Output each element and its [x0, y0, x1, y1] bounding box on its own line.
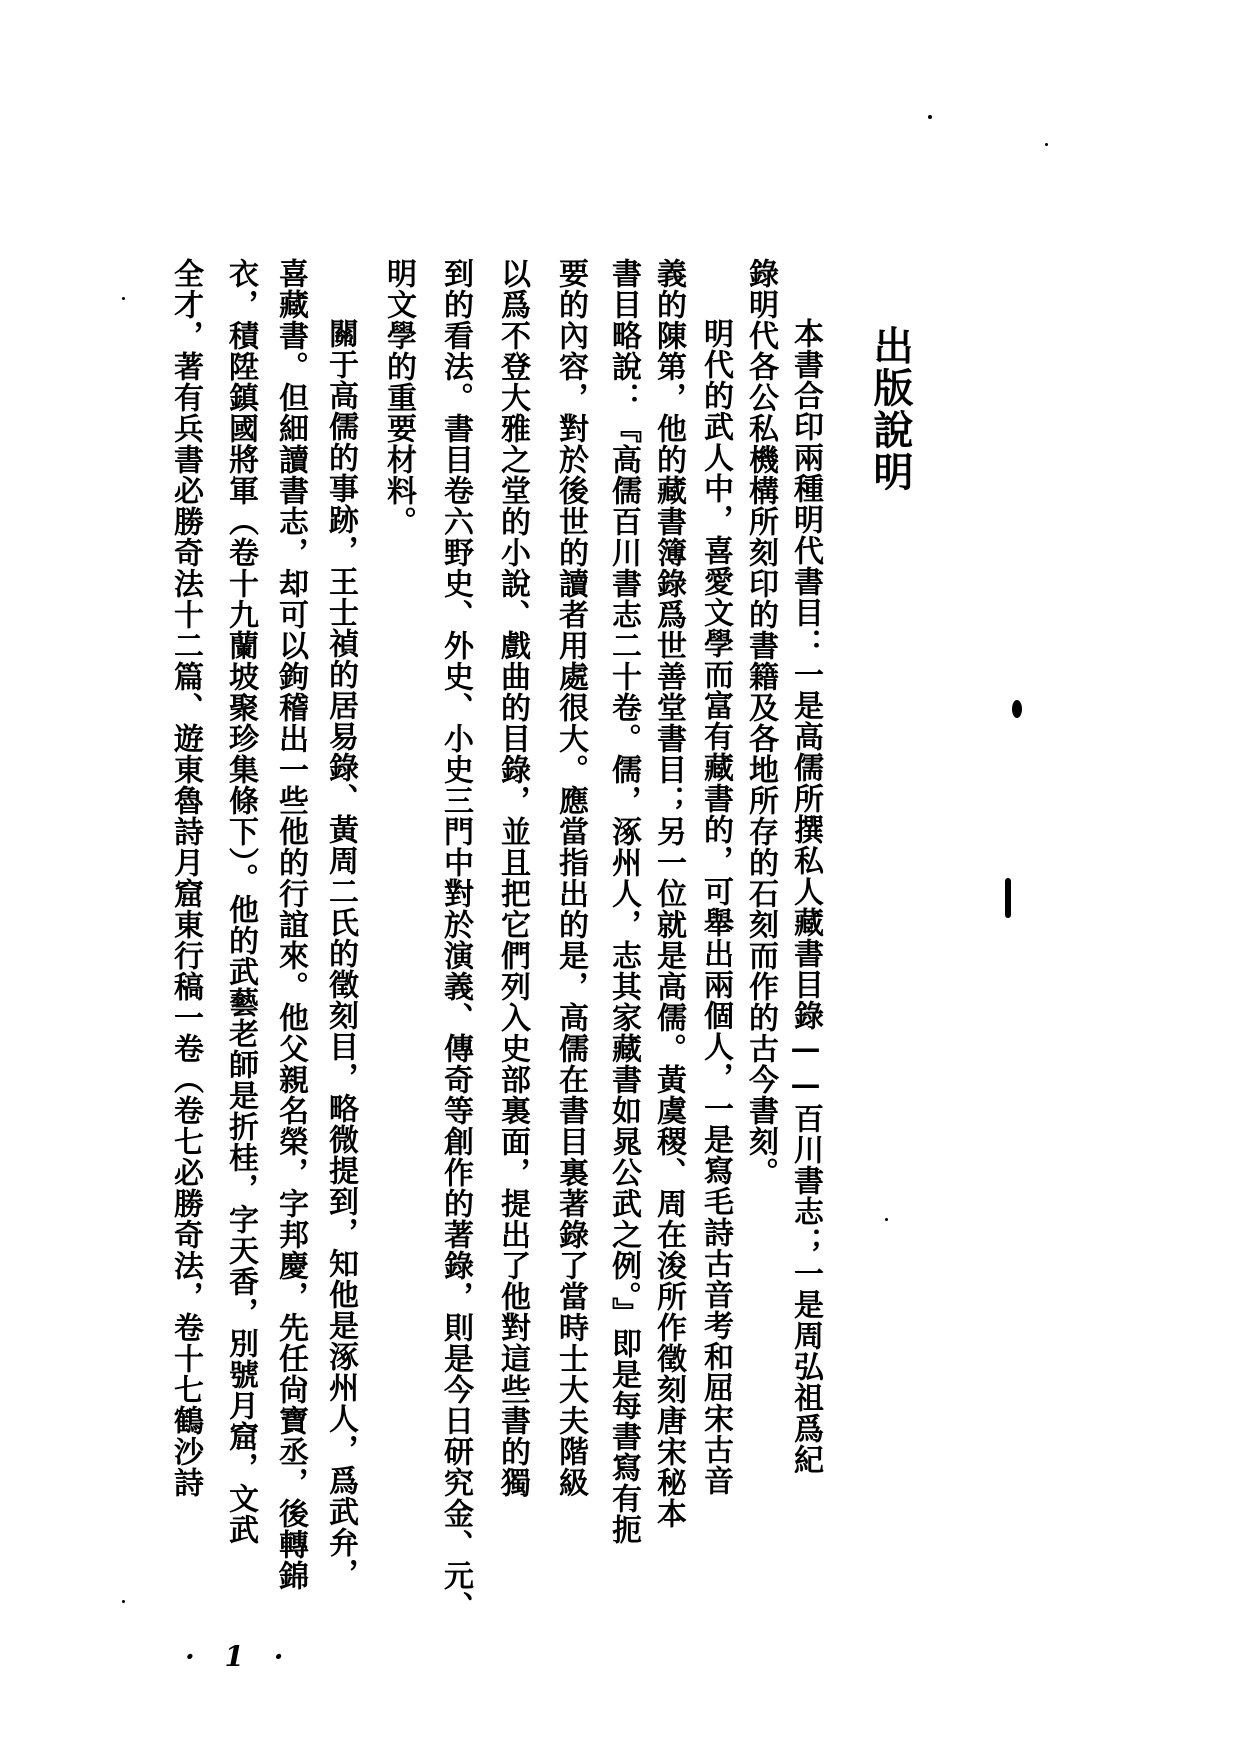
scan-speck	[122, 1600, 125, 1603]
text-column-11: 喜藏書。但細讀書志，却可以鉤稽出一些他的行誼來。他父親名榮，字邦慶，先任尙寶丞，後轉錦	[273, 258, 308, 1591]
text-column-2: 錄明代各公私機構所刻印的書籍及各地所存的石刻而作的古今書刻。	[743, 258, 778, 1188]
scan-speck	[122, 297, 125, 300]
scan-speck	[928, 115, 932, 119]
text-column-9: 明文學的重要材料。	[381, 258, 416, 537]
text-column-10: 關于高儒的事跡，王士禎的居易錄、黃周二氏的徵刻目，略微提到，知他是涿州人，爲武弁，	[323, 318, 358, 1589]
scan-speck	[1045, 143, 1048, 146]
scan-speck	[1012, 700, 1022, 718]
scan-speck	[885, 1218, 888, 1221]
text-column-4: 義的陳第，他的藏書簿錄爲世善堂書目；另一位就是高儒。黃虞稷、周在浚所作徵刻唐宋秘本	[651, 258, 686, 1529]
page-title: 出版說明	[867, 325, 914, 493]
text-column-3: 明代的武人中，喜愛文學而富有藏書的，可舉出兩個人，一是寫毛詩古音考和屈宋古音	[698, 318, 733, 1496]
text-column-12: 衣，積陞鎮國將軍（卷十九蘭坡聚珍集條下）。他的武藝老師是折桂，字天香，別號月窟，文武	[223, 258, 258, 1545]
page-number: · 1 ·	[185, 1640, 294, 1673]
text-column-13: 全才，著有兵書必勝奇法十二篇、遊東魯詩月窟東行稿一卷（卷七必勝奇法，卷十七鶴沙詩	[168, 258, 203, 1498]
text-column-1: 本書合印兩種明代書目：一是高儒所撰私人藏書目錄——百川書志；一是周弘祖爲紀	[788, 318, 823, 1475]
text-column-8: 到的看法。書目卷六野史、外史、小史三門中對於演義、傳奇等創作的著錄，則是今日研究金、元、	[438, 258, 473, 1622]
text-column-6: 要的內容，對於後世的讀者用處很大。應當指出的是，高儒在書目裏著錄了當時士大夫階級	[553, 258, 588, 1498]
text-column-5: 書目略說：『高儒百川書志二十卷。儒，涿州人，志其家藏書如晁公武之例。』即是每書寫有扼	[606, 258, 641, 1545]
scan-speck	[1005, 878, 1011, 918]
text-column-7: 以爲不登大雅之堂的小說、戲曲的目錄，並且把它們列入史部裏面，提出了他對這些書的獨	[495, 258, 530, 1498]
